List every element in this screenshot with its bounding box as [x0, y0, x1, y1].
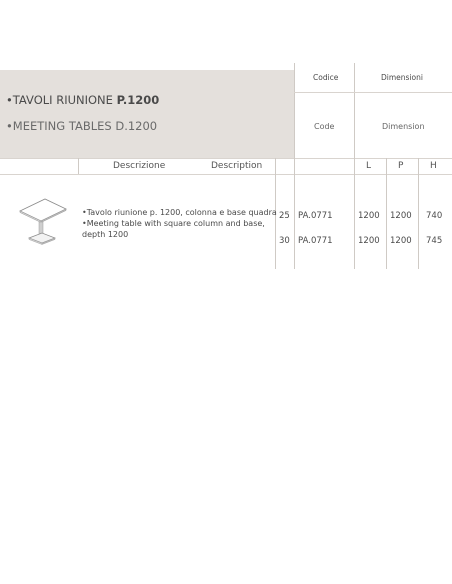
- header-divider: [294, 63, 295, 158]
- description-it: •Tavolo riunione p. 1200, colonna e base quadra: [82, 208, 277, 217]
- title-band: [0, 70, 294, 158]
- product-title-en: •MEETING TABLES D.1200: [6, 119, 158, 133]
- row-1-qty: 25: [279, 211, 290, 221]
- col-l: L: [366, 161, 372, 171]
- col-divider: [354, 158, 355, 269]
- description-en: •Meeting table with square column and base, depth 1200: [82, 219, 265, 239]
- row-2-p: 1200: [390, 236, 412, 246]
- col-divider: [294, 158, 295, 269]
- product-description: [82, 207, 278, 240]
- header-divider: [354, 63, 355, 158]
- row-2-qty: 30: [279, 236, 290, 246]
- row-2-code: PA.0771: [298, 236, 333, 246]
- row-2-h: 745: [426, 236, 443, 246]
- column-header-bottom-line: [0, 174, 452, 175]
- col-descrizione: Descrizione: [113, 161, 166, 171]
- header-dimension: Dimension: [382, 122, 425, 131]
- col-p: P: [398, 161, 404, 171]
- row-1-p: 1200: [390, 211, 412, 221]
- row-1-code: PA.0771: [298, 211, 333, 221]
- row-2-l: 1200: [358, 236, 380, 246]
- header-code: Code: [314, 122, 335, 131]
- header-dimensioni: Dimensioni: [381, 73, 423, 82]
- col-h: H: [430, 161, 437, 171]
- header-codice: Codice: [313, 73, 339, 82]
- column-header-top-line: [0, 158, 452, 159]
- col-divider: [418, 158, 419, 269]
- col-description: Description: [211, 161, 263, 171]
- col-divider: [386, 158, 387, 269]
- header-separator: [294, 92, 452, 93]
- col-divider: [78, 158, 79, 174]
- square-table-icon: [14, 193, 72, 249]
- row-1-h: 740: [426, 211, 443, 221]
- row-1-l: 1200: [358, 211, 380, 221]
- product-title-it: •TAVOLI RIUNIONE P.1200: [6, 93, 160, 107]
